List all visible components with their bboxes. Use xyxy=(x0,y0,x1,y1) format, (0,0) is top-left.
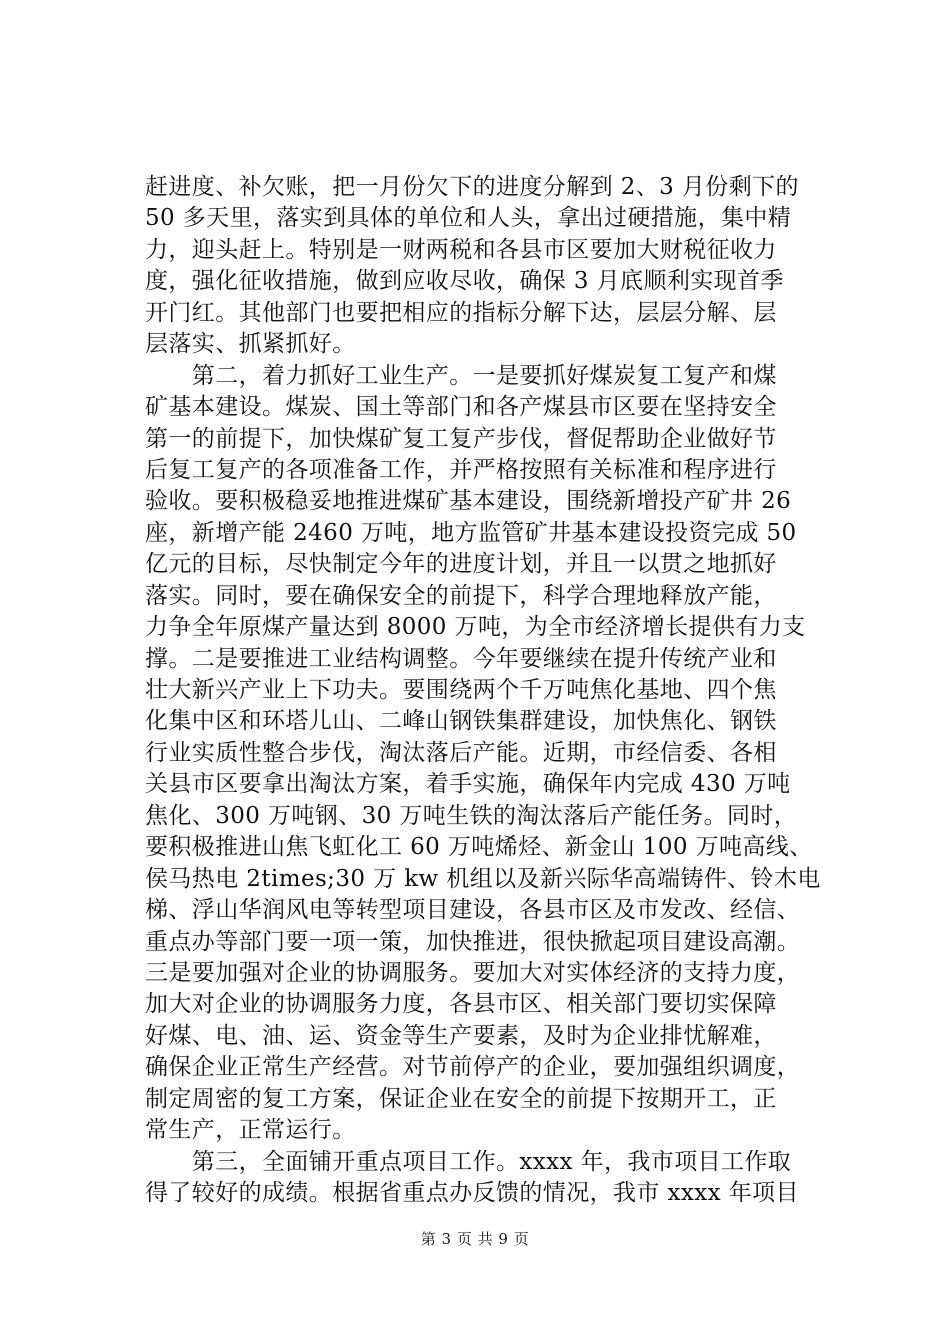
text-line: 力，迎头赶上。特别是一财两税和各县市区要加大财税征收力 xyxy=(145,236,777,263)
text-line: 得了较好的成绩。根据省重点办反馈的情况，我市 xxxx 年项目 xyxy=(145,1180,799,1206)
text-line: 三是要加强对企业的协调服务。要加大对实体经济的支持力度， xyxy=(145,959,801,986)
page-footer: 第 3 页 共 9 页 xyxy=(420,1230,530,1248)
text-line: 第三，全面铺开重点项目工作。xxxx 年，我市项目工作取 xyxy=(145,1148,792,1175)
text-line: 常生产，正常运行。 xyxy=(145,1117,356,1144)
text-line: 壮大新兴产业上下功夫。要围绕两个千万吨焦化基地、四个焦 xyxy=(145,677,777,703)
text-line: 行业实质性整合步伐，淘汰落后产能。近期，市经信委、各相 xyxy=(145,739,777,766)
text-line: 赶进度、补欠账，把一月份欠下的进度分解到 2、3 月份剩下的 xyxy=(145,174,799,200)
text-line: 度，强化征收措施，做到应收尽收，确保 3 月底顺利实现首季 xyxy=(145,268,784,295)
text-line: 重点办等部门要一项一策，加快推进，很快掀起项目建设高潮。 xyxy=(145,928,801,955)
text-line: 好煤、电、油、运、资金等生产要素，及时为企业排忧解难， xyxy=(145,1022,777,1049)
text-line: 确保企业正常生产经营。对节前停产的企业，要加强组织调度， xyxy=(145,1054,801,1081)
text-line: 侯马热电 2times;30 万 kw 机组以及新兴际华高端铸件、铃木电 xyxy=(145,865,821,892)
text-line: 关县市区要拿出淘汰方案，着手实施，确保年内完成 430 万吨 xyxy=(145,771,791,798)
text-line: 力争全年原煤产量达到 8000 万吨，为全市经济增长提供有力支 xyxy=(145,614,806,641)
text-line: 矿基本建设。煤炭、国土等部门和各产煤县市区要在坚持安全 xyxy=(145,394,777,421)
text-line: 制定周密的复工方案，保证企业在安全的前提下按期开工，正 xyxy=(145,1085,777,1112)
text-line: 第二，着力抓好工业生产。一是要抓好煤炭复工复产和煤 xyxy=(145,362,777,389)
text-line: 梯、浮山华润风电等转型项目建设，各县市区及市发改、经信、 xyxy=(145,897,801,924)
body-text xyxy=(145,172,835,1209)
text-line: 落实。同时，要在确保安全的前提下，科学合理地释放产能， xyxy=(145,582,777,609)
text-line: 开门红。其他部门也要把相应的指标分解下达，层层分解、层 xyxy=(145,299,777,326)
text-line: 加大对企业的协调服务力度，各县市区、相关部门要切实保障 xyxy=(145,991,777,1018)
text-line: 焦化、300 万吨钢、30 万吨生铁的淘汰落后产能任务。同时， xyxy=(145,802,798,829)
text-line: 第一的前提下，加快煤矿复工复产步伐，督促帮助企业做好节 xyxy=(145,425,777,452)
text-line: 撑。二是要推进工业结构调整。今年要继续在提升传统产业和 xyxy=(145,645,777,672)
text-line: 座，新增产能 2460 万吨，地方监管矿井基本建设投资完成 50 xyxy=(145,519,797,546)
text-line: 亿元的目标，尽快制定今年的进度计划，并且一以贯之地抓好 xyxy=(145,551,777,578)
text-line: 50 多天里，落实到具体的单位和人头，拿出过硬措施，集中精 xyxy=(145,205,792,232)
text-line: 后复工复产的各项准备工作，并严格按照有关标准和程序进行 xyxy=(145,456,777,483)
text-line: 要积极推进山焦飞虹化工 60 万吨烯烃、新金山 100 万吨高线、 xyxy=(145,834,813,861)
text-line: 化集中区和环塔儿山、二峰山钢铁集群建设，加快焦化、钢铁 xyxy=(145,708,777,735)
text-line: 验收。要积极稳妥地推进煤矿基本建设，围绕新增投产矿井 26 xyxy=(145,488,792,515)
text-line: 层落实、抓紧抓好。 xyxy=(145,331,356,358)
